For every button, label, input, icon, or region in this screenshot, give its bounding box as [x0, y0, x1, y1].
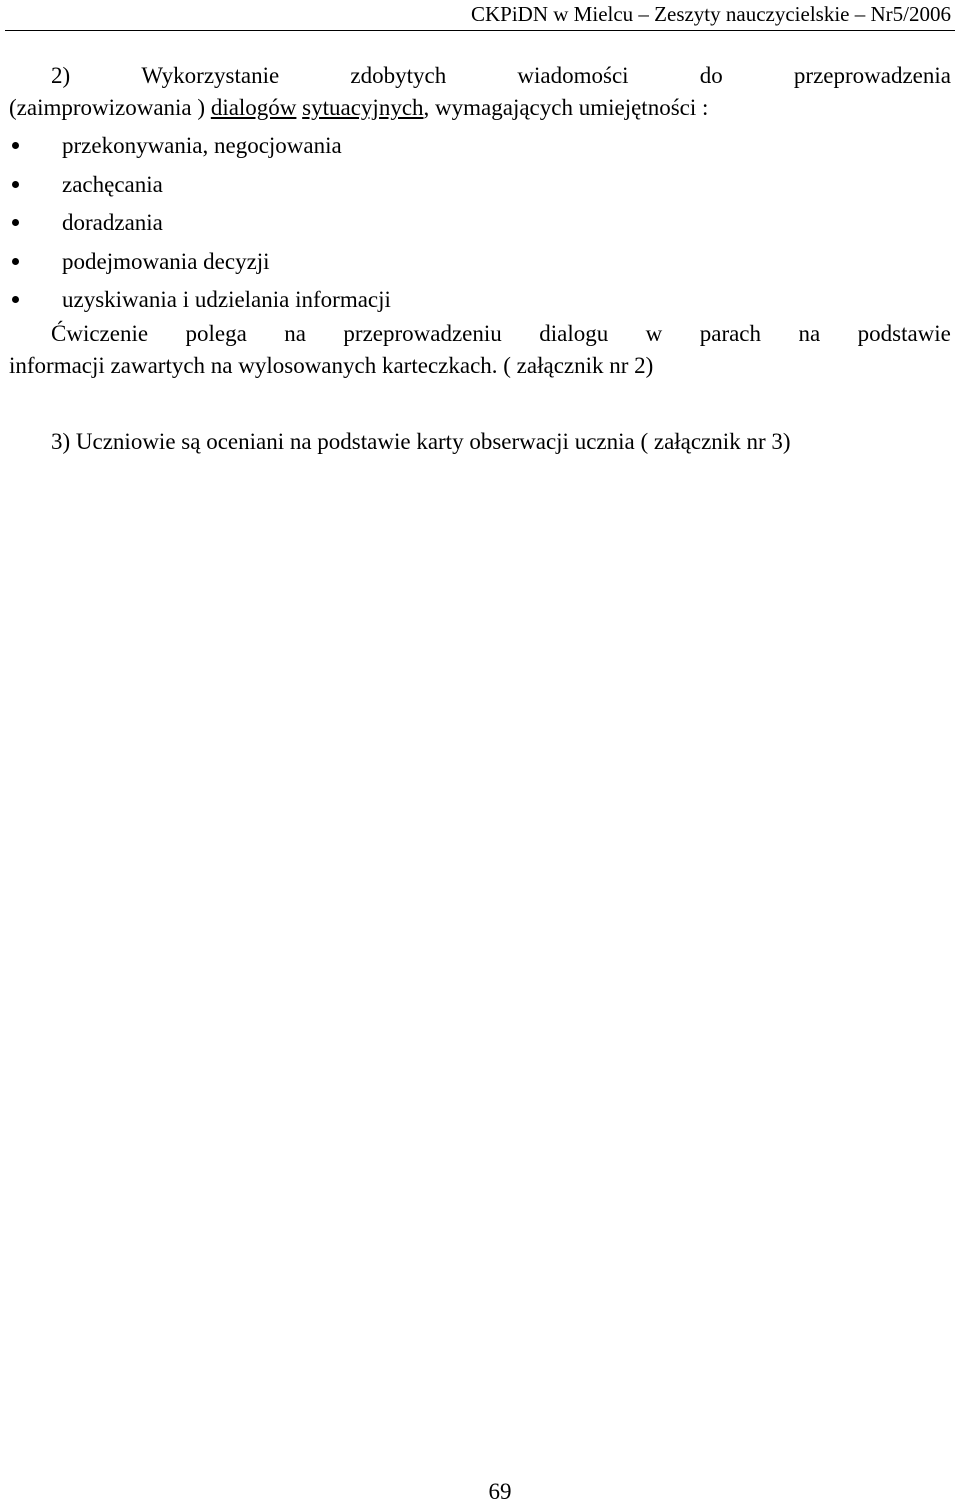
word: parach — [699, 320, 762, 346]
word: na — [798, 320, 821, 346]
running-header: CKPiDN w Mielcu – Zeszyty nauczycielskie – Nr5/2006 — [471, 2, 951, 26]
list-item — [9, 281, 951, 320]
word: Wykorzystanie — [141, 63, 280, 88]
section2-heading-line1 — [9, 60, 951, 92]
list-item — [9, 127, 951, 166]
list-item-label: zachęcania — [62, 171, 163, 197]
word: przeprowadzeniu — [343, 320, 502, 346]
section2-heading-line2 — [9, 92, 951, 124]
page-content — [9, 60, 951, 458]
bullet-icon — [12, 219, 19, 226]
bullet-icon — [12, 296, 19, 303]
header-divider — [5, 30, 955, 31]
underlined-term-sytuacyjnych: sytuacyjnych — [302, 95, 424, 120]
underlined-term-dialogow: dialogów — [210, 95, 297, 120]
word: do — [699, 63, 723, 88]
bullet-icon — [12, 258, 19, 265]
list-item — [9, 166, 951, 205]
word: na — [284, 320, 306, 346]
word: Ćwiczenie — [51, 320, 149, 346]
word: 2) — [51, 63, 71, 88]
word: wiadomości — [517, 63, 629, 88]
page-number: 69 — [488, 1479, 512, 1504]
word: podstawie — [857, 320, 951, 346]
bullet-icon — [12, 181, 19, 188]
text-segment: (zaimprowizowania ) — [9, 95, 211, 120]
exercise-description-line1 — [9, 318, 951, 350]
bullet-icon — [12, 142, 19, 149]
list-item-label: przekonywania, negocjowania — [62, 133, 342, 158]
skills-bullet-list — [9, 127, 951, 320]
list-item-label: uzyskiwania i udzielania informacji — [62, 287, 391, 312]
exercise-description-line2: informacji zawartych na wylosowanych karteczkach. ( załącznik nr 2) — [9, 352, 654, 378]
word: przeprowadzenia — [793, 63, 951, 88]
text-segment: , wymagających umiejętności : — [423, 95, 709, 120]
section3-paragraph: 3) Uczniowie są oceniani na podstawie karty obserwacji ucznia ( załącznik nr 3) — [51, 428, 791, 454]
word: dialogu — [539, 320, 609, 346]
list-item-label: doradzania — [62, 210, 163, 235]
list-item-label: podejmowania decyzji — [62, 248, 270, 274]
word: w — [645, 320, 663, 346]
list-item — [9, 204, 951, 243]
list-item — [9, 243, 951, 282]
word: zdobytych — [350, 63, 447, 88]
word: polega — [185, 320, 247, 346]
